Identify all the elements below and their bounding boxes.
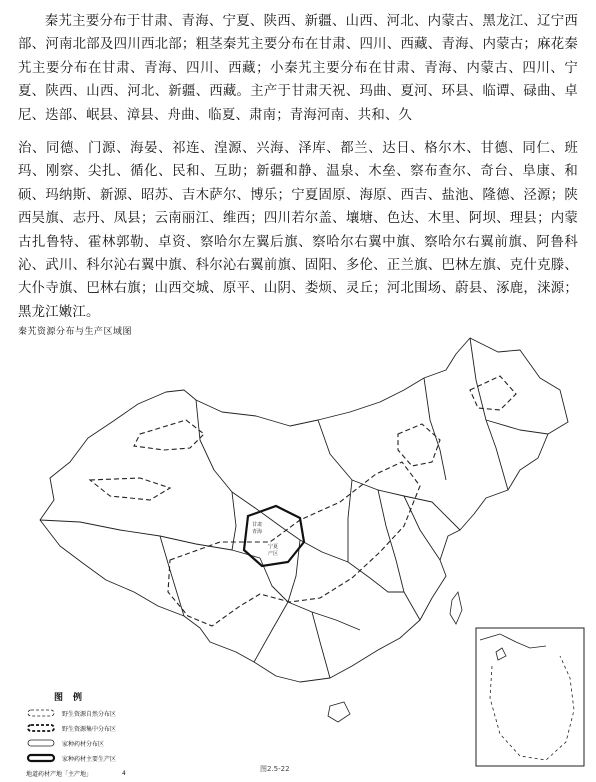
province-line	[196, 400, 258, 510]
map-label-d: 产区	[268, 551, 279, 557]
legend-item	[26, 722, 126, 734]
south-sea-inset	[476, 628, 584, 766]
wild-natural-zone	[470, 376, 516, 410]
province-line	[404, 496, 440, 560]
map-label-c: 宁夏	[268, 544, 279, 550]
province-line	[370, 578, 404, 592]
legend-item	[26, 737, 126, 749]
map-label-b: 青海	[252, 529, 263, 535]
map-legend	[26, 690, 126, 782]
paragraph-1: 秦艽主要分布于甘肃、青海、宁夏、陕西、新疆、山西、河北、内蒙古、黑龙江、辽宁西部、河南北部及四川西北部；粗茎秦艽主要分布在甘肃、四川、西藏、青海、内蒙古；麻花秦艽主要分布在甘肃、青海、四川、西藏；小秦艽主要分布在甘肃、青海、内蒙古、四川、宁夏、陕西、山西、河北、新疆、西藏。主产于甘肃天祝、玛曲、夏河、环县、临谭、碌曲、卓尼、迭部、岷县、漳县、舟曲、临夏、肃南；青海河南、共和、久	[18, 14, 578, 123]
province-line	[378, 490, 420, 620]
legend-label: 家种药材分布区	[62, 740, 105, 748]
map-label-a: 甘肃	[252, 522, 263, 528]
hainan-island	[328, 702, 350, 722]
figure-number: 图2.5-22	[260, 765, 290, 773]
legend-title: 图例	[54, 693, 93, 703]
legend-label: 地道药材产地「主产地」	[26, 770, 93, 778]
legend-item	[26, 752, 126, 764]
taiwan-island	[450, 592, 462, 624]
province-line	[318, 420, 460, 530]
legend-label: 野生资源集中分布区	[62, 725, 117, 733]
province-line	[312, 612, 330, 678]
map-title: 秦艽资源分布与生产区域图	[18, 327, 133, 337]
wild-natural-zone	[134, 420, 204, 450]
province-line	[486, 420, 548, 434]
legend-item	[26, 707, 126, 719]
legend-item	[26, 767, 126, 779]
wild-natural-zone	[90, 478, 170, 500]
legend-label: 野生资源自然分布区	[62, 710, 117, 718]
province-line	[160, 536, 184, 616]
province-line	[254, 602, 288, 662]
wild-natural-zone	[168, 462, 420, 626]
legend-label: 家种药材主要生产区	[62, 755, 117, 763]
province-line	[470, 338, 508, 490]
paragraph-2: 治、同德、门源、海晏、祁连、湟源、兴海、泽库、都兰、达日、格尔木、甘德、同仁、班玛、刚察、尖扎、循化、民和、互助；新疆和静、温泉、木垒、察布查尔、奇台、阜康、和硕、玛纳斯、新源、昭苏、吉木萨尔、博乐；宁夏固原、海原、西吉、盐池、隆德、泾源；陕西吴旗、志丹、凤县；云南丽江、维西；四川若尔盖、壤塘、色达、木里、阿坝、理县；内蒙古扎鲁特、霍林郭勒、卓资、察哈尔左翼后旗、察哈尔右翼中旗、察哈尔右翼前旗、阿鲁科沁、武川、科尔沁右翼中旗、科尔沁右翼前旗、固阳、多伦、正兰旗、巴林左旗、克什克滕、大仆寺旗、巴林右旗；山西交城、原平、山阴、娄烦、灵丘；河北围场、蔚县、涿鹿，涞源；黑龙江嫩江。	[18, 141, 578, 320]
province-line	[260, 558, 360, 630]
province-line	[348, 480, 352, 562]
province-line	[232, 492, 236, 550]
body-text	[18, 10, 578, 324]
province-line	[40, 520, 263, 558]
legend-mark: 4	[122, 769, 126, 777]
